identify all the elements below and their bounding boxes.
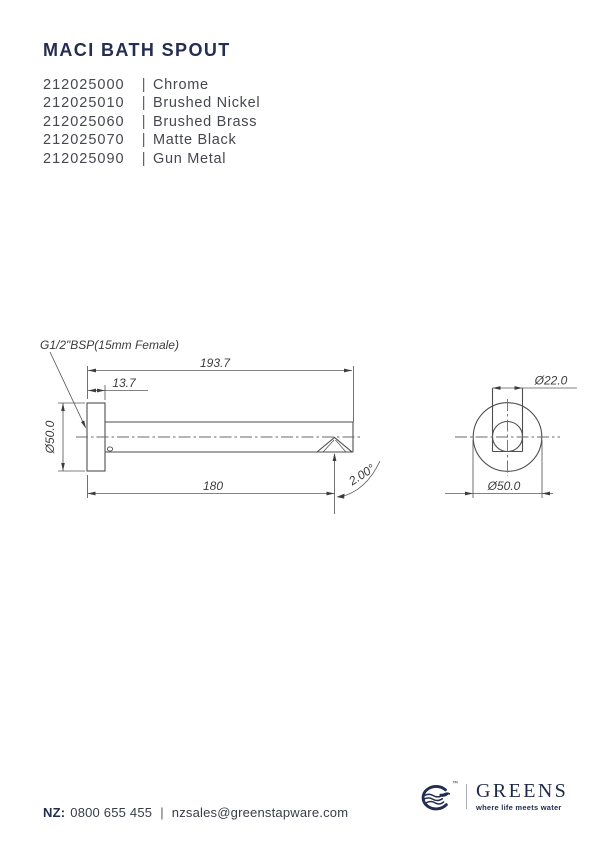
dim-flange-diameter-front-label: Ø50.0 <box>487 479 521 493</box>
variant-row <box>43 76 260 94</box>
variant-separator: | <box>141 132 147 149</box>
thread-leader-line <box>50 352 86 428</box>
grub-screw-hole <box>107 447 112 451</box>
trademark-symbol: ™ <box>452 780 458 787</box>
variant-finish: Brushed Brass <box>153 113 258 130</box>
footer-contact <box>43 805 348 820</box>
brand-tagline: where life meets water <box>476 803 562 812</box>
email-link[interactable]: nzsales@greenstapware.com <box>171 805 349 820</box>
phone-number: 0800 655 455 <box>70 805 153 820</box>
brand-name: GREENS <box>476 780 569 802</box>
aerator-cone <box>317 438 352 453</box>
variant-separator: | <box>141 95 147 112</box>
variant-list <box>43 76 260 168</box>
page-title: MACI BATH SPOUT <box>43 40 231 60</box>
variant-finish: Chrome <box>153 77 209 93</box>
thread-spec-label: G1/2"BSP(15mm Female) <box>40 338 179 352</box>
variant-separator: | <box>141 77 147 93</box>
variant-row <box>43 94 260 112</box>
greens-logo-icon <box>418 782 456 812</box>
logo-divider <box>466 784 467 809</box>
variant-finish: Matte Black <box>153 132 237 149</box>
variant-row <box>43 113 260 131</box>
contact-separator: | <box>160 805 164 820</box>
greens-logo <box>418 781 568 812</box>
greens-g-wave-icon <box>418 782 454 812</box>
variant-code: 212025000 <box>43 77 125 93</box>
dim-flange-depth-label: 13.7 <box>112 376 136 390</box>
dim-flange-diameter-side-label: Ø50.0 <box>43 420 57 454</box>
variant-code: 212025090 <box>43 150 125 167</box>
variant-finish: Gun Metal <box>153 150 227 167</box>
variant-row <box>43 150 260 168</box>
variant-code: 212025060 <box>43 113 125 130</box>
dim-outlet-angle-label: 2.00° <box>346 461 378 489</box>
variant-finish: Brushed Nickel <box>153 95 261 112</box>
variant-row <box>43 131 260 149</box>
variant-code: 212025010 <box>43 95 125 112</box>
region-label: NZ: <box>43 805 66 820</box>
variant-separator: | <box>141 113 147 130</box>
variant-separator: | <box>141 150 147 167</box>
dim-spout-diameter-label: Ø22.0 <box>534 373 568 388</box>
aerator-cone-detail <box>323 440 346 452</box>
variant-code: 212025070 <box>43 132 125 149</box>
technical-drawing <box>0 330 612 530</box>
dim-overall-length-label: 193.7 <box>199 356 231 370</box>
dim-projection-label: 180 <box>202 479 224 493</box>
